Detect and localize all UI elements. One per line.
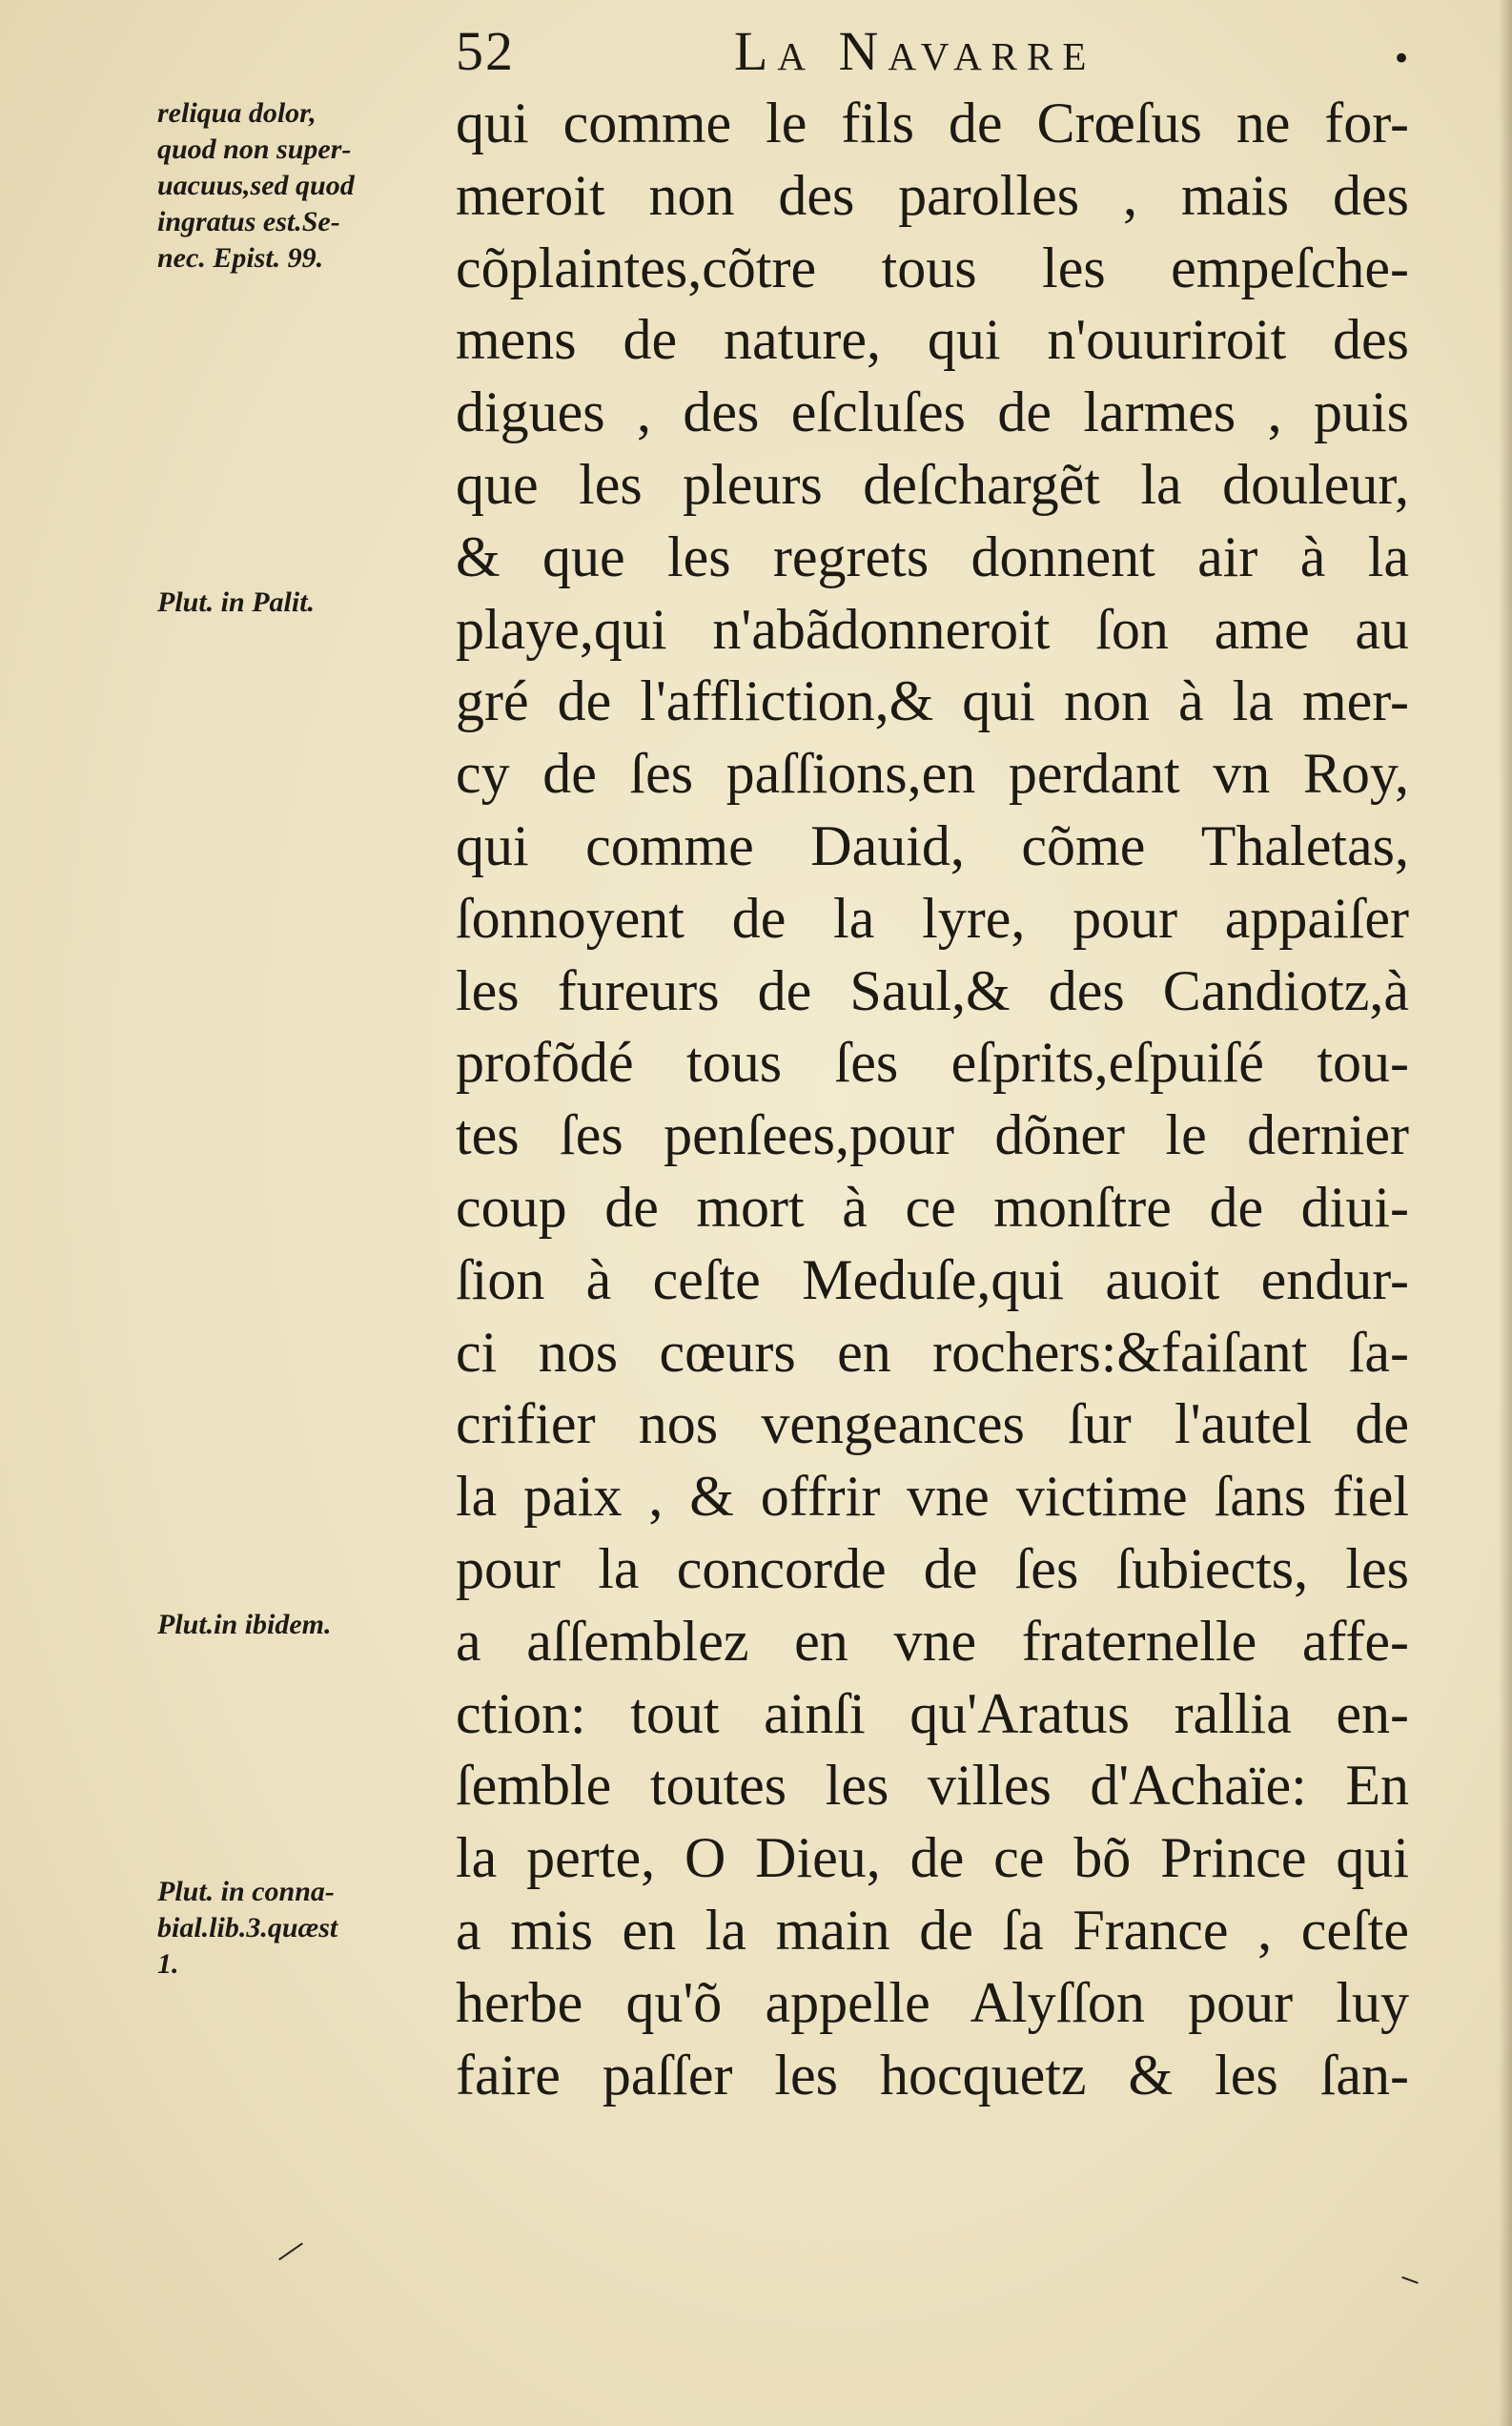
marginal-notes	[157, 95, 453, 2146]
text-line: ſemble toutes les villes d'Achaïe: En	[456, 1754, 1409, 1818]
text-line: la perte, O Dieu, de ce bõ Prince qui	[456, 1826, 1409, 1890]
text-line: profõdé tous ſes eſprits,eſpuiſé tou-	[456, 1031, 1409, 1095]
text-line: qui comme Dauid, cõme Thaletas,	[456, 813, 1409, 877]
text-line: ction: tout ainſi qu'Aratus rallia en-	[456, 1681, 1409, 1745]
text-line: tes ſes penſees,pour dõner le dernier	[456, 1103, 1409, 1167]
sidenote-seneca: reliqua dolor, quod non super- uacuus,sed quod ingratus est.Se- nec. Epist. 99.	[157, 97, 355, 274]
text-line: herbe qu'õ appelle Alyſſon pour luy	[456, 1970, 1409, 2034]
text-line: a aſſemblez en vne fraternelle affe-	[456, 1609, 1409, 1673]
text-line: ci nos cœurs en rochers:&faiſant ſa-	[456, 1320, 1409, 1384]
text-line: qui comme le fils de Crœſus ne for-	[456, 92, 1409, 154]
text-line: ſion à ceſte Meduſe,qui auoit endur-	[456, 1247, 1409, 1311]
text-line: & que les regrets donnent air à la	[456, 524, 1409, 588]
text-line: la paix , & offrir vne victime ſans fiel	[456, 1465, 1409, 1529]
text-line: les fureurs de Saul,& des Candiotz,à	[456, 958, 1409, 1022]
page-number: 52	[456, 20, 515, 82]
text-line: pour la concorde de ſes ſubiects, les	[456, 1536, 1409, 1600]
text-line: digues , des eſcluſes de larmes , puis	[456, 380, 1409, 444]
text-line: que les pleurs deſchargẽt la douleur,	[456, 452, 1409, 516]
text-line: ſonnoyent de la lyre, pour appaiſer	[456, 886, 1409, 950]
text-line: mens de nature, qui n'ouuriroit des	[456, 308, 1409, 372]
text-line: playe,qui n'abãdonneroit ſon ame au	[456, 597, 1409, 661]
sidenote-plutarch-ibidem: Plut.in ibidem.	[157, 1609, 332, 1640]
sidenote-plutarch-connubial: Plut. in conna- bial.lib.3.quæst 1.	[157, 1876, 338, 1980]
text-line: gré de l'affliction,& qui non à la mer-	[456, 669, 1409, 733]
ink-mark	[278, 2243, 303, 2261]
sidenote-plutarch-palit: Plut. in Palit.	[157, 586, 316, 618]
text-line: crifier nos vengeances ſur l'autel de	[456, 1392, 1409, 1456]
page-edge-shadow	[1499, 0, 1512, 2426]
text-line: faire paſſer les hocquetz & les ſan-	[456, 2043, 1409, 2107]
corner-mark: •	[1391, 40, 1411, 78]
text-line: coup de mort à ce monſtre de diui-	[456, 1175, 1409, 1239]
ink-mark	[1401, 2276, 1419, 2284]
page-header	[419, 11, 1468, 88]
main-text-block	[456, 88, 1409, 2111]
running-title: La Navarre	[734, 20, 1096, 82]
text-line: cy de ſes paſſions,en perdant vn Roy,	[456, 742, 1409, 806]
text-line: a mis en la main de ſa France , ceſte	[456, 1898, 1409, 1962]
text-line: cõplaintes,cõtre tous les empeſche-	[456, 236, 1409, 299]
text-line: meroit non des parolles , mais des	[456, 163, 1409, 227]
